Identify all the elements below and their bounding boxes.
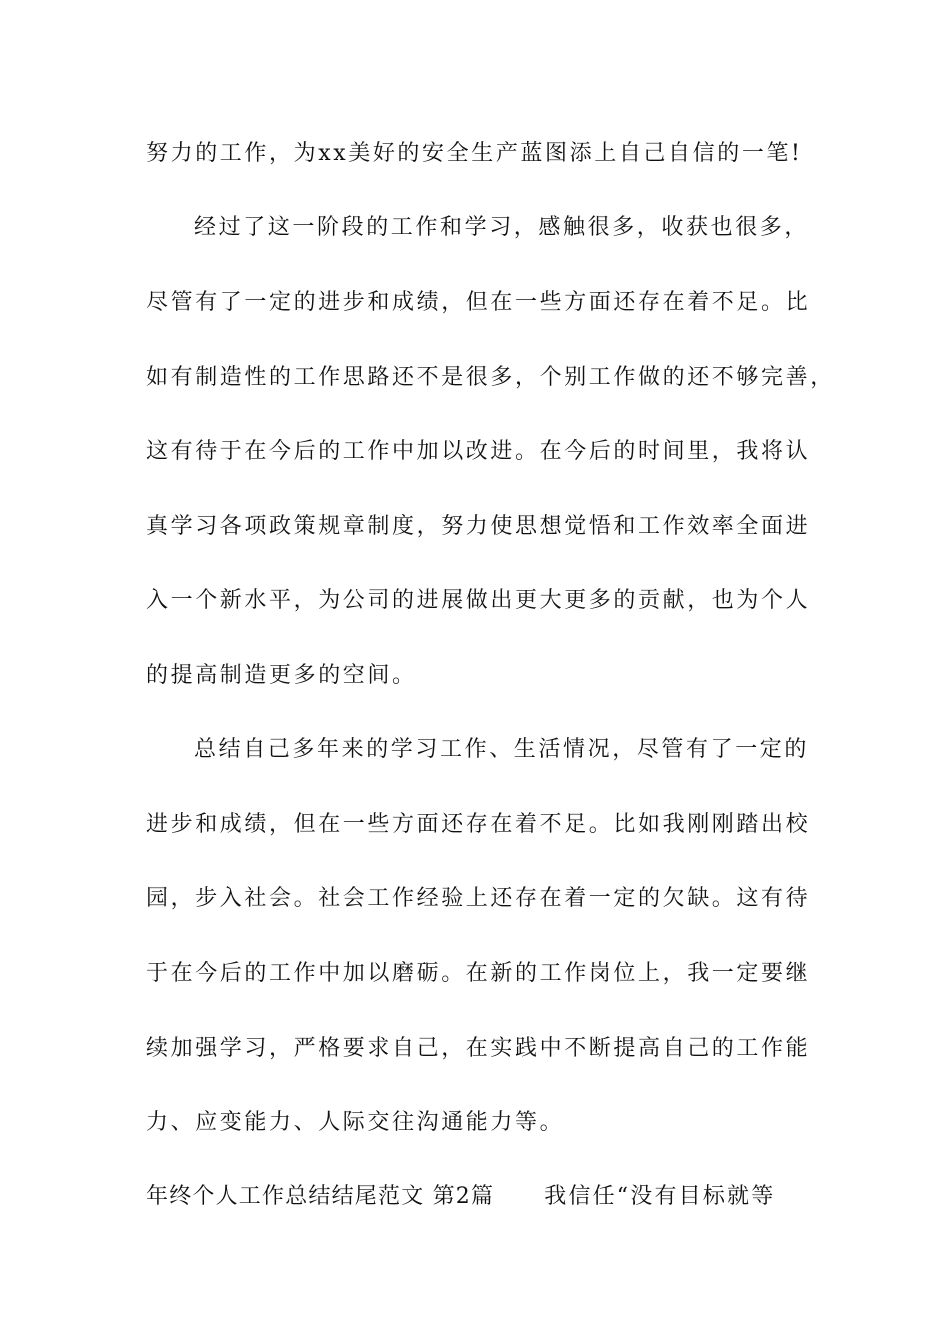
paragraph-line: 园，步入社会。社会工作经验上还存在着一定的欠缺。这有待 <box>146 886 811 911</box>
paragraph-line: 总结自己多年来的学习工作、生活情况，尽管有了一定的 <box>194 737 810 762</box>
paragraph-line: 经过了这一阶段的工作和学习，感触很多，收获也很多， <box>194 215 810 240</box>
paragraph-line: 尽管有了一定的进步和成绩，但在一些方面还存在着不足。比 <box>146 290 811 315</box>
paragraph-line: 真学习各项政策规章制度，努力使思想觉悟和工作效率全面进 <box>146 514 811 539</box>
section-title: 年终个人工作总结结尾范文 第2篇 <box>146 1184 495 1209</box>
paragraph-line: 如有制造性的工作思路还不是很多，个别工作做的还不够完善， <box>146 365 835 390</box>
paragraph-line: 于在今后的工作中加以磨砺。在新的工作岗位上，我一定要继 <box>146 961 811 986</box>
section-heading-line <box>146 1177 806 1217</box>
paragraph-line: 进步和成绩，但在一些方面还存在着不足。比如我刚刚踏出校 <box>146 812 811 837</box>
paragraph-line: 力、应变能力、人际交往沟通能力等。 <box>146 1110 565 1135</box>
section-text-start: 我信任“没有目标就等 <box>544 1184 776 1209</box>
paragraph-line: 入一个新水平，为公司的进展做出更大更多的贡献，也为个人 <box>146 588 811 613</box>
paragraph-line: 续加强学习，严格要求自己，在实践中不断提高自己的工作能 <box>146 1036 811 1061</box>
paragraph-line: 的提高制造更多的空间。 <box>146 663 417 688</box>
paragraph-line: 努力的工作，为xx美好的安全生产蓝图添上自己自信的一笔! <box>146 141 803 166</box>
paragraph-line: 这有待于在今后的工作中加以改进。在今后的时间里，我将认 <box>146 439 811 464</box>
